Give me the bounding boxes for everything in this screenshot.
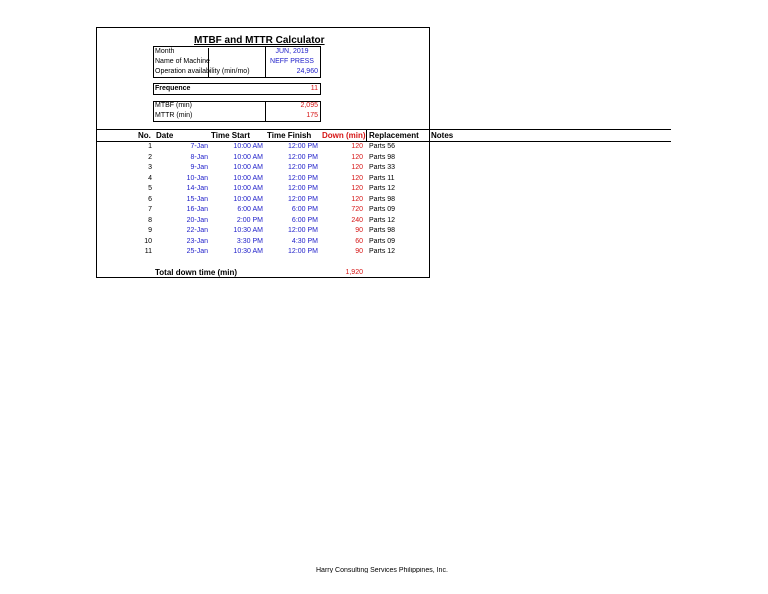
- row-time-start[interactable]: 10:30 AM: [233, 248, 263, 255]
- row-down[interactable]: 120: [351, 143, 363, 150]
- column-header-time-start: Time Start: [211, 131, 250, 140]
- row-time-finish[interactable]: 12:00 PM: [288, 227, 318, 234]
- row-time-finish[interactable]: 12:00 PM: [288, 185, 318, 192]
- row-time-start[interactable]: 10:00 AM: [233, 174, 263, 182]
- row-no[interactable]: 9: [148, 227, 152, 234]
- row-no[interactable]: 1: [148, 143, 152, 150]
- row-no[interactable]: 5: [148, 185, 152, 192]
- row-replacement[interactable]: Parts 12: [369, 248, 396, 255]
- row-down[interactable]: 90: [355, 227, 363, 234]
- availability-field[interactable]: 24,960: [296, 68, 318, 75]
- row-time-start[interactable]: 10:00 AM: [233, 143, 263, 150]
- machine-field[interactable]: NEFF PRESS: [270, 58, 314, 65]
- row-date[interactable]: 25-Jan: [186, 248, 208, 255]
- row-time-finish[interactable]: 6:00 PM: [291, 206, 318, 213]
- row-no[interactable]: 2: [148, 153, 152, 161]
- column-header-no: No.: [138, 131, 151, 140]
- row-time-start[interactable]: 2:00 PM: [236, 216, 263, 224]
- row-no[interactable]: 4: [148, 174, 152, 182]
- header-separator: [366, 129, 367, 142]
- row-time-start[interactable]: 6:00 AM: [237, 206, 263, 213]
- row-time-finish[interactable]: 4:30 PM: [291, 237, 318, 245]
- row-down[interactable]: 120: [351, 164, 363, 171]
- row-time-finish[interactable]: 12:00 PM: [288, 174, 318, 182]
- column-header-replacement: Replacement: [369, 131, 419, 140]
- row-time-finish[interactable]: 12:00 PM: [288, 195, 318, 203]
- row-time-finish[interactable]: 6:00 PM: [291, 216, 318, 224]
- row-no[interactable]: 6: [148, 195, 152, 203]
- row-time-start[interactable]: 10:30 AM: [233, 227, 263, 234]
- column-header-date: Date: [156, 131, 174, 140]
- row-date[interactable]: 23-Jan: [186, 237, 208, 245]
- footer-company: Harry Consulting Services Philippines, Inc.: [316, 567, 448, 573]
- frequence-value: 11: [310, 85, 318, 92]
- row-replacement[interactable]: Parts 98: [369, 227, 396, 234]
- row-time-finish[interactable]: 12:00 PM: [288, 153, 318, 161]
- header-separator: [429, 129, 430, 142]
- row-date[interactable]: 16-Jan: [186, 206, 208, 213]
- row-time-start[interactable]: 3:30 PM: [236, 237, 263, 245]
- month-field[interactable]: JUN, 2019: [275, 48, 309, 55]
- row-replacement[interactable]: Parts 09: [369, 237, 396, 245]
- frequence-label: Frequence: [155, 85, 191, 92]
- row-no[interactable]: 7: [148, 206, 152, 213]
- row-date[interactable]: 22-Jan: [186, 227, 208, 234]
- mttr-label: MTTR (min): [155, 112, 193, 119]
- row-replacement[interactable]: Parts 11: [369, 174, 395, 182]
- row-no[interactable]: 3: [148, 164, 152, 171]
- header-bottom-border: [96, 141, 671, 142]
- row-no[interactable]: 11: [144, 248, 152, 255]
- row-down[interactable]: 120: [351, 195, 363, 203]
- row-replacement[interactable]: Parts 98: [369, 153, 396, 161]
- row-time-finish[interactable]: 12:00 PM: [288, 248, 318, 255]
- machine-label: Name of Machine: [155, 58, 210, 65]
- page-title: MTBF and MTTR Calculator: [194, 35, 325, 46]
- row-replacement[interactable]: Parts 56: [369, 143, 396, 150]
- total-downtime-label: Total down time (min): [155, 268, 238, 277]
- row-down[interactable]: 60: [355, 237, 363, 245]
- availability-label: Operation availability (min/mo): [155, 68, 250, 75]
- row-no[interactable]: 10: [144, 237, 152, 245]
- mttr-value: 175: [306, 112, 318, 119]
- row-down[interactable]: 720: [351, 206, 363, 213]
- column-header-time-finish: Time Finish: [267, 131, 312, 140]
- row-replacement[interactable]: Parts 12: [369, 185, 396, 192]
- column-header-down: Down (min): [322, 131, 366, 140]
- row-replacement[interactable]: Parts 98: [369, 195, 396, 203]
- row-down[interactable]: 240: [351, 216, 363, 224]
- row-time-start[interactable]: 10:00 AM: [233, 185, 263, 192]
- row-down[interactable]: 120: [351, 174, 363, 182]
- month-label: Month: [155, 48, 175, 55]
- row-down[interactable]: 120: [351, 153, 363, 161]
- row-date[interactable]: 10-Jan: [186, 174, 208, 182]
- row-date[interactable]: 20-Jan: [186, 216, 208, 224]
- column-header-notes: Notes: [431, 131, 454, 140]
- row-date[interactable]: 15-Jan: [186, 195, 208, 203]
- row-date[interactable]: 14-Jan: [186, 185, 208, 192]
- total-downtime-value: 1,920: [345, 269, 363, 276]
- row-no[interactable]: 8: [148, 216, 152, 224]
- row-time-start[interactable]: 10:00 AM: [233, 195, 263, 203]
- row-date[interactable]: 8-Jan: [190, 153, 208, 161]
- header-top-border: [96, 129, 671, 130]
- row-replacement[interactable]: Parts 33: [369, 164, 396, 171]
- row-date[interactable]: 7-Jan: [190, 143, 208, 150]
- row-time-finish[interactable]: 12:00 PM: [288, 143, 318, 150]
- row-replacement[interactable]: Parts 09: [369, 206, 396, 213]
- mtbf-label: MTBF (min): [155, 102, 192, 109]
- row-down[interactable]: 90: [355, 248, 363, 255]
- row-time-finish[interactable]: 12:00 PM: [288, 164, 318, 171]
- row-time-start[interactable]: 10:00 AM: [233, 153, 263, 161]
- row-replacement[interactable]: Parts 12: [369, 216, 396, 224]
- row-down[interactable]: 120: [351, 185, 363, 192]
- row-time-start[interactable]: 10:00 AM: [233, 164, 263, 171]
- row-date[interactable]: 9-Jan: [190, 164, 208, 171]
- mtbf-value: 2,095: [300, 102, 318, 109]
